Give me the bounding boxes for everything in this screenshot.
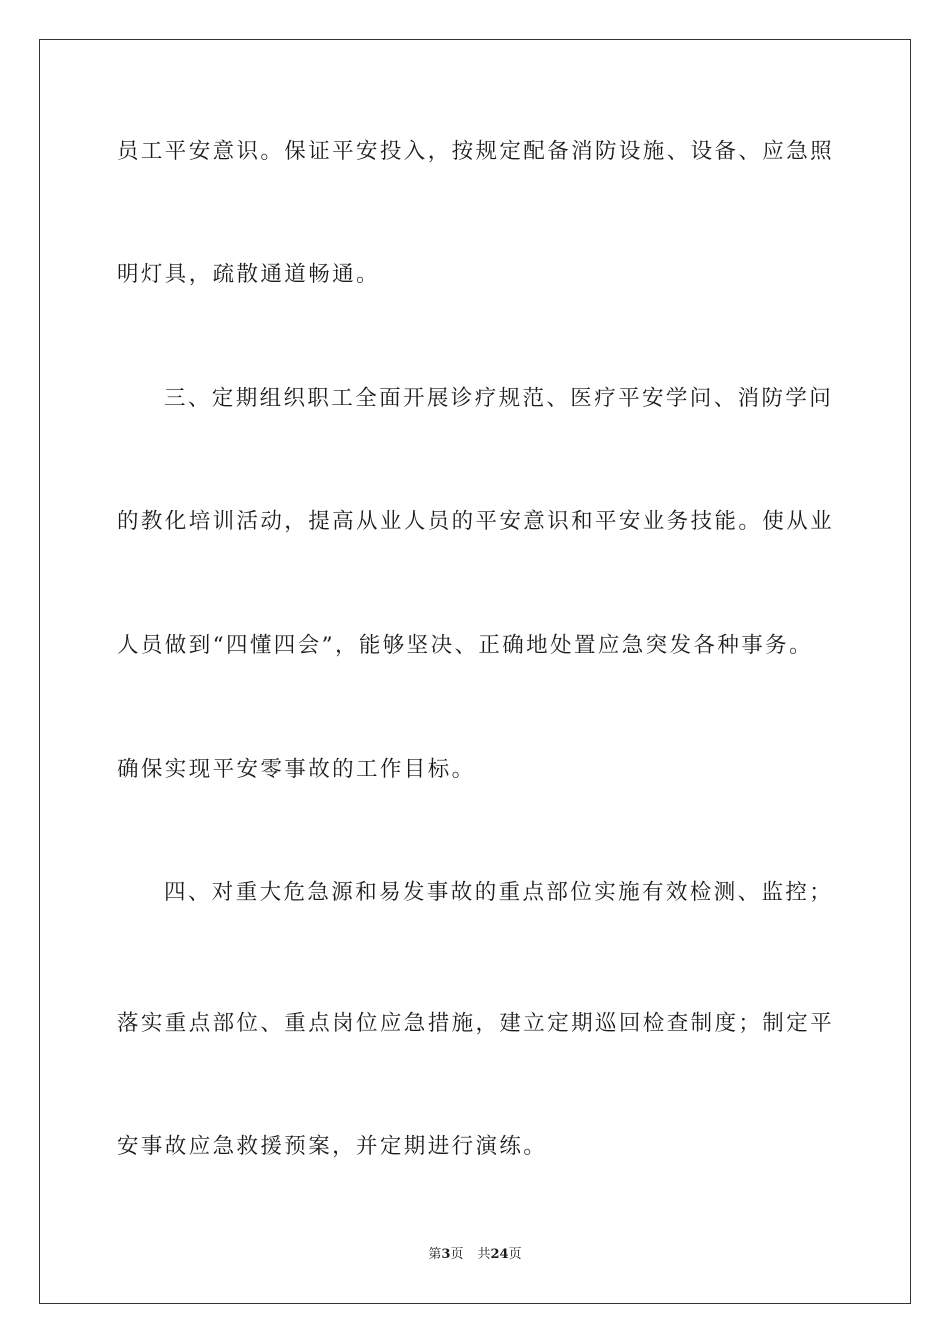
text-line: 安事故应急救援预案，并定期进行演练。: [117, 1134, 548, 1159]
footer-total-suffix: 页: [508, 1247, 522, 1262]
footer-total-pages: 24: [490, 1247, 509, 1262]
page-border: [39, 39, 911, 1304]
text-line: 明灯具，疏散通道畅通。: [117, 262, 380, 287]
footer-total-prefix: 共: [477, 1247, 491, 1262]
text-line: 的教化培训活动，提高从业人员的平安意识和平安业务技能。使从业: [117, 509, 835, 534]
paragraph-start-line: 四、对重大危急源和易发事故的重点部位实施有效检测、监控；: [164, 880, 834, 905]
text-line: 人员做到“四懂四会”，能够坚决、正确地处置应急突发各种事务。: [117, 633, 813, 658]
text-line: 落实重点部位、重点岗位应急措施，建立定期巡回检查制度；制定平: [117, 1011, 835, 1036]
page-footer: [0, 1246, 950, 1264]
footer-page-number: 3: [441, 1247, 451, 1262]
paragraph-start-line: 三、定期组织职工全面开展诊疗规范、医疗平安学问、消防学问: [164, 386, 834, 411]
text-line: 员工平安意识。保证平安投入，按规定配备消防设施、设备、应急照: [117, 139, 835, 164]
text-line: 确保实现平安零事故的工作目标。: [117, 757, 476, 782]
footer-page-prefix: 第: [428, 1247, 442, 1262]
footer-page-suffix: 页: [450, 1247, 464, 1262]
